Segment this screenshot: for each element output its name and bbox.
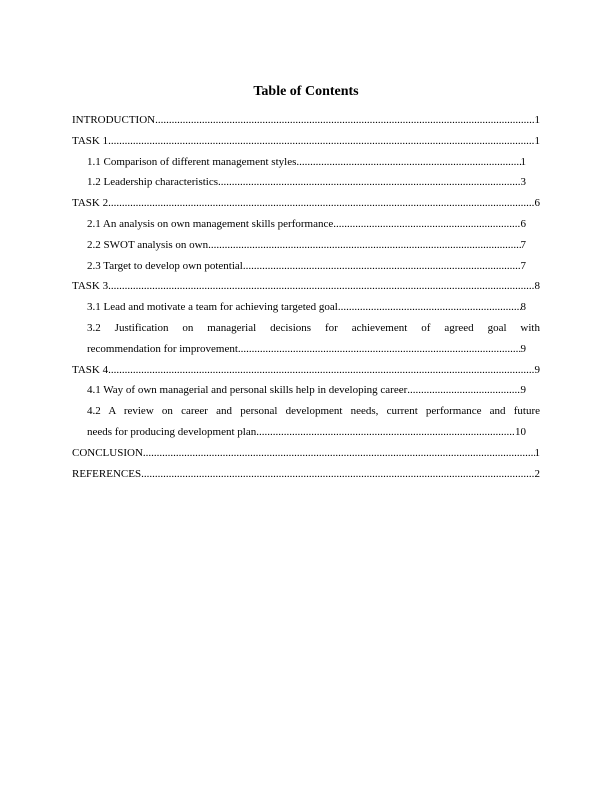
toc-entry-page: 7: [520, 238, 526, 251]
toc-title: Table of Contents: [253, 84, 359, 99]
toc-leader-dots: [256, 422, 515, 443]
toc-subentry[interactable]: [72, 318, 540, 360]
toc-entry-page: 7: [520, 259, 526, 272]
toc-entry[interactable]: [72, 443, 540, 464]
toc-leader-dots: [108, 276, 534, 297]
toc-entry-label: 3.1 Lead and motivate a team for achieving targeted goal: [87, 301, 338, 314]
toc-entry-label-line1: 3.2 Justification on managerial decisions for achievement of agreed goal with: [87, 321, 540, 334]
toc-entry-page: 1: [534, 134, 540, 147]
toc-entry-label: 1.2 Leadership characteristics: [87, 176, 219, 189]
toc-subentry[interactable]: [72, 256, 526, 277]
toc-leader-dots: [208, 235, 520, 256]
toc-entry-page: 1: [534, 114, 540, 126]
toc-subentry[interactable]: [72, 235, 526, 256]
toc-entry-label: 2.2 SWOT analysis on own: [87, 238, 209, 251]
toc-leader-dots: [155, 110, 534, 131]
toc-subentry[interactable]: [72, 172, 526, 193]
toc-entry-label: 2.1 An analysis on own management skills performance: [87, 217, 334, 230]
toc-entry-label: recommendation for improvement: [87, 342, 238, 355]
toc-entry-label: 4.1 Way of own managerial and personal skills help in developing career: [87, 384, 408, 397]
toc-leader-dots: [338, 297, 521, 318]
toc-entry-page: 8: [534, 280, 540, 293]
toc-entry-page: 9: [520, 384, 526, 397]
toc-entry-page: 9: [534, 363, 540, 376]
toc-entry-page: 2: [534, 467, 540, 480]
toc-leader-dots: [333, 214, 520, 235]
toc-entry-label: REFERENCES: [72, 467, 142, 480]
toc-leader-dots: [407, 380, 520, 401]
toc-leader-dots: [243, 256, 521, 277]
table-of-contents: [72, 110, 540, 484]
toc-entry-page: 8: [520, 301, 526, 314]
toc-leader-dots: [296, 152, 520, 173]
toc-entry-page: 1: [520, 155, 526, 168]
toc-leader-dots: [238, 339, 521, 360]
toc-entry-page: 6: [534, 197, 540, 210]
toc-entry-label-line1: 4.2 A review on career and personal development needs, current performance and future: [87, 405, 540, 418]
toc-subentry[interactable]: [72, 214, 526, 235]
toc-entry-label: INTRODUCTION: [72, 114, 156, 126]
toc-entry-label: TASK 3: [72, 280, 109, 293]
toc-entry-label: TASK 2: [72, 197, 109, 210]
toc-entry[interactable]: [72, 464, 540, 485]
toc-entry[interactable]: [72, 193, 540, 214]
toc-entry-page: 10: [515, 425, 526, 438]
toc-subentry[interactable]: [72, 297, 526, 318]
toc-entry-page: 9: [520, 342, 526, 355]
toc-leader-dots: [108, 131, 534, 152]
toc-leader-dots: [108, 193, 534, 214]
toc-entry[interactable]: [72, 110, 540, 131]
toc-leader-dots: [108, 360, 534, 381]
toc-entry-label: CONCLUSION: [72, 446, 143, 459]
toc-entry-page: 3: [520, 176, 526, 189]
toc-subentry[interactable]: [72, 401, 540, 443]
toc-entry-page: 6: [520, 217, 526, 230]
toc-entry-label: TASK 1: [72, 134, 109, 147]
toc-subentry[interactable]: [72, 152, 526, 173]
toc-entry[interactable]: [72, 360, 540, 381]
toc-leader-dots: [141, 464, 534, 485]
toc-entry-label: needs for producing development plan: [87, 425, 257, 438]
toc-subentry[interactable]: [72, 380, 526, 401]
toc-entry-label: 2.3 Target to develop own potential: [87, 259, 243, 272]
toc-entry-page: 1: [534, 446, 540, 459]
toc-entry[interactable]: [72, 131, 540, 152]
toc-entry-label: 1.1 Comparison of different management styles: [87, 155, 297, 168]
toc-entry-label: TASK 4: [72, 363, 109, 376]
toc-leader-dots: [218, 172, 520, 193]
toc-entry[interactable]: [72, 276, 540, 297]
toc-leader-dots: [143, 443, 535, 464]
